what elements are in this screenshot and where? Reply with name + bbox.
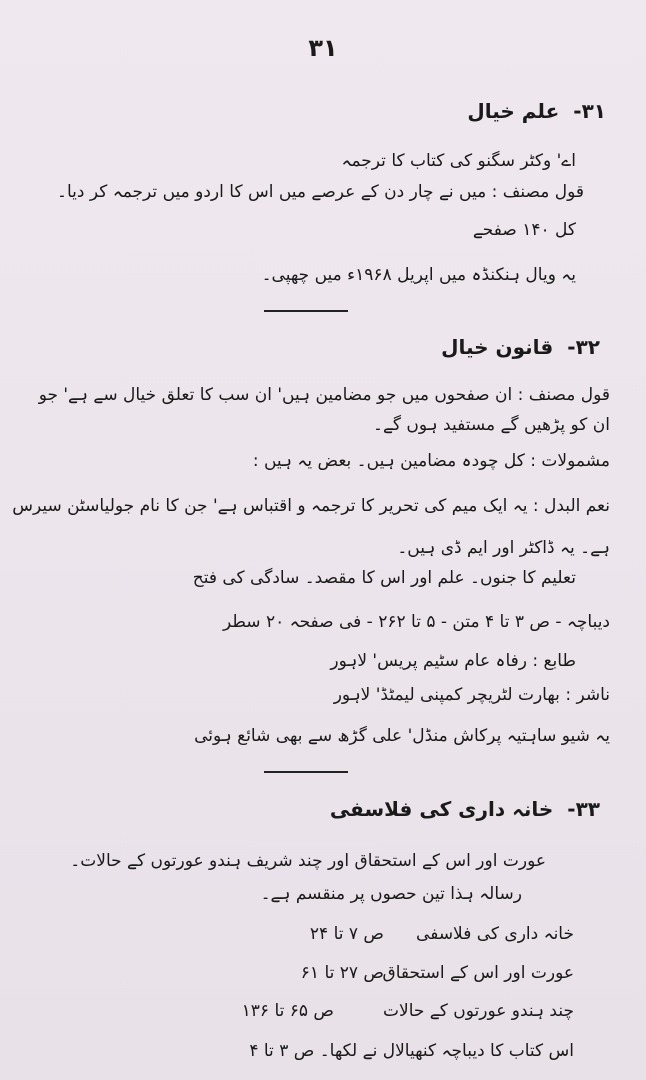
section-32-line-5: ہے۔ یہ ڈاکٹر اور ایم ڈی ہیں۔ [397, 538, 610, 558]
section-33-line-1: عورت اور اس کے استحقاق اور چند شریف ہندو عورتوں کے حالات۔ [70, 851, 546, 871]
section-31-line-4: یہ ویال ہنکنڈہ میں اپریل ۱۹۶۸ء میں چھپی۔ [261, 265, 576, 285]
section-32-line-2: ان کو پڑھیں گے مستفید ہوں گے۔ [372, 415, 610, 435]
section-31-heading [467, 98, 606, 124]
section-32-line-4: نعم البدل : یہ ایک میم کی تحریر کا ترجمہ و اقتباس ہے' جن کا نام جولیاسٹن سیرس [12, 496, 610, 516]
section-31-line-1: اے' وکٹر سگنو کی کتاب کا ترجمہ [341, 151, 576, 171]
contents-pages: ص ۷ تا ۲۴ [309, 924, 384, 944]
section-33-heading [330, 796, 600, 822]
section-32-line-1: قول مصنف : ان صفحوں میں جو مضامین ہیں' ان سب کا تعلق خیال سے ہے' جو [38, 385, 610, 405]
section-33-final-line: اس کتاب کا دیباچہ کنھیالال نے لکھا۔ ص ۳ تا ۴ [249, 1041, 574, 1061]
section-32-number: ۳۲- [567, 335, 600, 359]
section-32-line-7: دیباچہ - ص ۳ تا ۴ متن - ۵ تا ۲۶۲ - فی صفحہ ۲۰ سطر [222, 612, 610, 632]
section-32-line-10: یہ شیو ساہتیہ پرکاش منڈل' علی گڑھ سے بھی شائع ہوئی [194, 726, 610, 746]
section-31-number: ۳۱- [573, 99, 606, 123]
contents-pages: ص ۲۷ تا ۶۱ [300, 963, 384, 983]
section-33-number: ۳۳- [567, 797, 600, 821]
section-33-title: خانہ داری کی فلاسفی [329, 797, 554, 821]
contents-label: خانہ داری کی فلاسفی [416, 924, 574, 944]
section-33-line-2: رسالہ ہذا تین حصوں پر منقسم ہے۔ [260, 884, 522, 904]
section-divider-1 [264, 310, 348, 312]
page-number: ۳۱ [308, 34, 338, 62]
contents-row [310, 923, 574, 945]
section-32-line-9: ناشر : بھارت لٹریچر کمپنی لیمٹڈ' لاہور [333, 685, 610, 705]
contents-label: عورت اور اس کے استحقاق [382, 963, 574, 983]
section-32-line-3: مشمولات : کل چودہ مضامین ہیں۔ بعض یہ ہیں : [252, 451, 610, 471]
section-31-title: علم خیال [467, 99, 560, 123]
section-31-line-3: کل ۱۴۰ صفحے [472, 220, 576, 240]
section-32-line-8: طابع : رفاہ عام سٹیم پریس' لاہور [330, 651, 576, 671]
contents-row [301, 962, 574, 984]
section-32-line-6: تعلیم کا جنوں۔ علم اور اس کا مقصد۔ سادگی کی فتح [192, 568, 576, 588]
section-divider-2 [264, 771, 348, 773]
contents-pages: ص ۶۵ تا ۱۳۶ [241, 1001, 334, 1021]
contents-label: چند ہندو عورتوں کے حالات [383, 1001, 574, 1021]
section-31-line-2: قول مصنف : میں نے چار دن کے عرصے میں اس کا اردو میں ترجمہ کر دیا۔ [57, 182, 584, 202]
section-32-title: قانون خیال [441, 335, 554, 359]
section-32-heading [441, 334, 600, 360]
contents-row [242, 1000, 574, 1022]
